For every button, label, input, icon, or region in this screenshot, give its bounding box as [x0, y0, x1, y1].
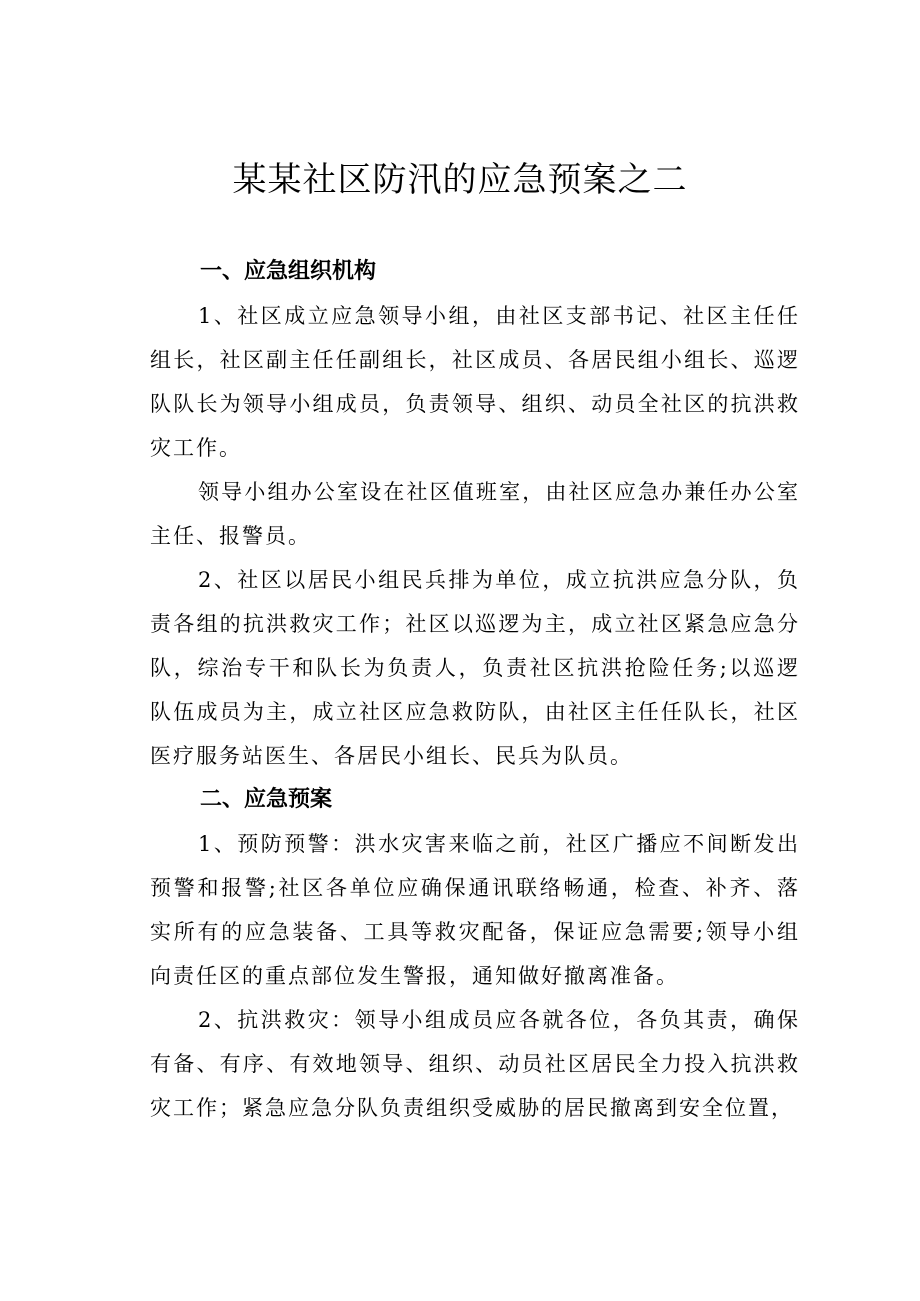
document-body [150, 250, 800, 1130]
paragraph-emergency-teams: 2、社区以居民小组民兵排为单位，成立抗洪应急分队，负责各组的抗洪救灾工作；社区以巡逻为主，成立社区紧急应急分队，综治专干和队长为负责人，负责社区抗洪抢险任务;以巡逻队伍成员为主，成立社区应急救防队，由社区主任任队长，社区医疗服务站医生、各居民小组长、民兵为队员。 [150, 568, 800, 768]
section-heading-organization: 一、应急组织机构 [200, 259, 377, 284]
paragraph-office: 领导小组办公室设在社区值班室，由社区应急办兼任办公室主任、报警员。 [150, 480, 800, 548]
section-heading-plan: 二、应急预案 [200, 787, 333, 812]
paragraph-leadership-group: 1、社区成立应急领导小组，由社区支部书记、社区主任任组长，社区副主任任副组长，社区成员、各居民组小组长、巡逻队队长为领导小组成员，负责领导、组织、动员全社区的抗洪救灾工作。 [150, 304, 800, 460]
paragraph-prevention-warning: 1、预防预警：洪水灾害来临之前，社区广播应不间断发出预警和报警;社区各单位应确保通讯联络畅通，检查、补齐、落实所有的应急装备、工具等救灾配备，保证应急需要;领导小组向责任区的重点部位发生警报，通知做好撤离准备。 [150, 832, 800, 988]
paragraph-flood-relief: 2、抗洪救灾：领导小组成员应各就各位，各负其责，确保有备、有序、有效地领导、组织、动员社区居民全力投入抗洪救灾工作；紧急应急分队负责组织受威胁的居民撤离到安全位置， [150, 1008, 800, 1120]
document-title: 某某社区防汛的应急预案之二 [232, 160, 688, 200]
